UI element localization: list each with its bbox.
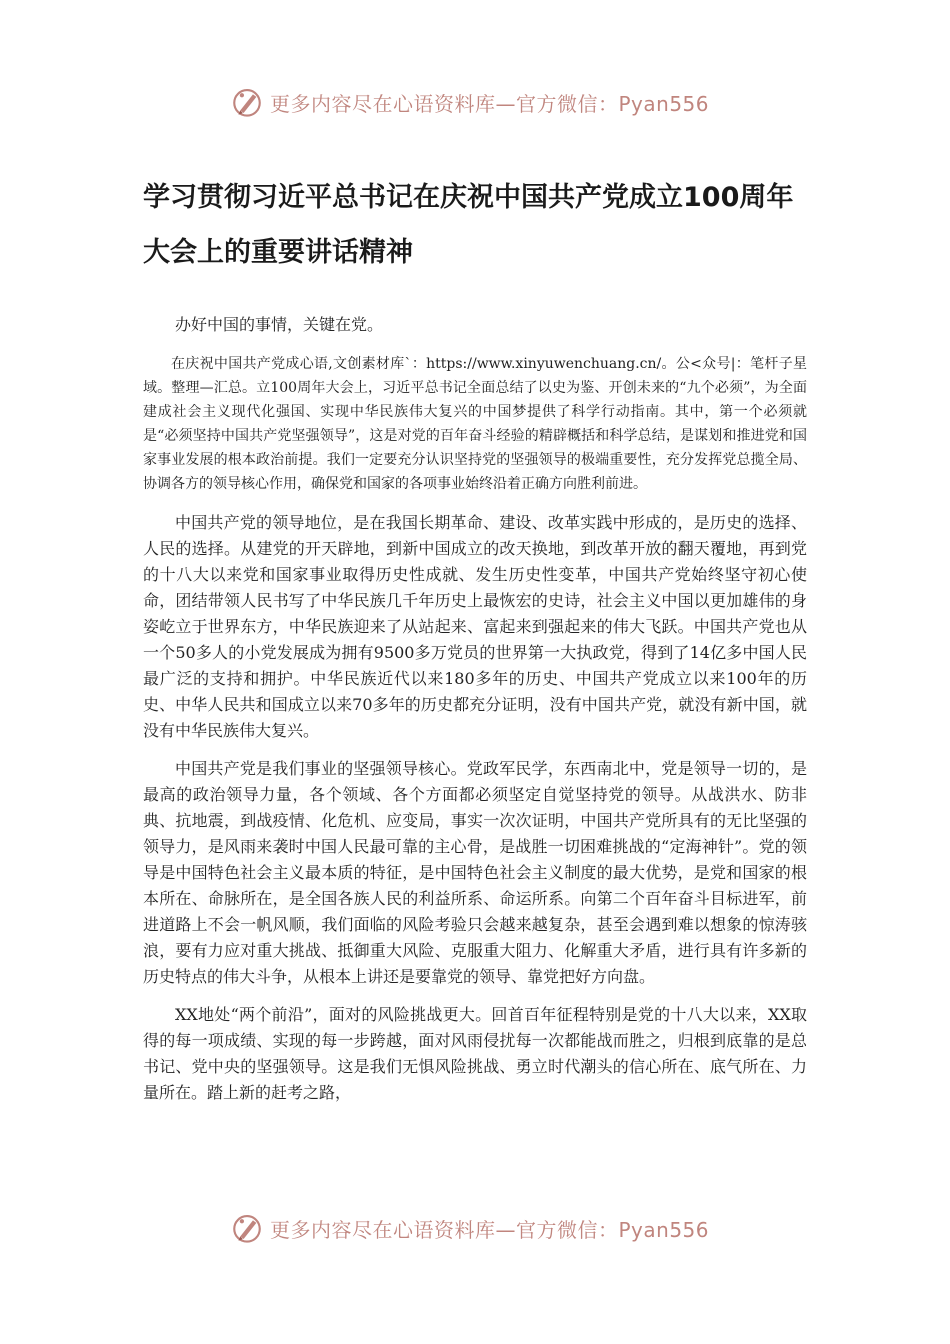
footer-banner: [230, 1208, 750, 1248]
paragraph-3: 中国共产党的领导地位，是在我国长期革命、建设、改革实践中形成的，是历史的选择、人民的选择。从建党的开天辟地，到新中国成立的改天换地，到改革开放的翻天覆地，再到党的十八大以来党和国家事业取得历史性成就、发生历史性变革，中国共产党始终坚守初心使命，团结带领人民书写了中华民族几千年历史上最恢宏的史诗，社会主义中国以更加雄伟的身姿屹立于世界东方，中华民族迎来了从站起来、富起来到强起来的伟大飞跃。中国共产党也从一个50多人的小党发展成为拥有9500多万党员的世界第一大执政党，得到了14亿多中国人民最广泛的支持和拥护。中华民族近代以来180多年的历史、中国共产党成立以来100年的历史、中华人民共和国成立以来70多年的历史都充分证明，没有中国共产党，就没有新中国，就没有中华民族伟大复兴。: [143, 513, 807, 740]
header-banner: [230, 82, 750, 122]
pen-logo-icon: [230, 1211, 264, 1245]
document-body: [143, 312, 807, 1118]
header-banner-text: 更多内容尽在心语资料库—官方微信：Pyan556: [270, 91, 710, 116]
paragraph-2: 在庆祝中国共产党成心语,文创素材库`：https://www.xinyuwenchuang.cn/。公<众号|：笔杆子星域。整理—汇总。立100周年大会上，习近平总书记全面总结了以史为鉴、开创未来的“九个必须”，为全面建成社会主义现代化强国、实现中华民族伟大复兴的中国梦提供了科学行动指南。其中，第一个必须就是“必须坚持中国共产党坚强领导”，这是对党的百年奋斗经验的精辟概括和科学总结，是谋划和推进党和国家事业发展的根本政治前提。我们一定要充分认识坚持党的坚强领导的极端重要性，充分发挥党总揽全局、协调各方的领导核心作用，确保党和国家的各项事业始终沿着正确方向胜利前进。: [143, 356, 807, 492]
document-title: 学习贯彻习近平总书记在庆祝中国共产党成立100周年大会上的重要讲话精神: [143, 182, 794, 268]
paragraph-5: XX地处“两个前沿”，面对的风险挑战更大。回首百年征程特别是党的十八大以来，XX取得的每一项成绩、实现的每一步跨越，面对风雨侵扰每一次都能战而胜之，归根到底靠的是总书记、党中央的坚强领导。这是我们无惧风险挑战、勇立时代潮头的信心所在、底气所在、力量所在。踏上新的赶考之路，: [143, 1005, 807, 1102]
paragraph-4: 中国共产党是我们事业的坚强领导核心。党政军民学，东西南北中，党是领导一切的，是最高的政治领导力量，各个领域、各个方面都必须坚定自觉坚持党的领导。从战洪水、防非典、抗地震，到战疫情、化危机、应变局，事实一次次证明，中国共产党所具有的无比坚强的领导力，是风雨来袭时中国人民最可靠的主心骨，是战胜一切困难挑战的“定海神针”。党的领导是中国特色社会主义最本质的特征，是中国特色社会主义制度的最大优势，是党和国家的根本所在、命脉所在，是全国各族人民的利益所系、命运所系。向第二个百年奋斗目标进军，前进道路上不会一帆风顺，我们面临的风险考验只会越来越复杂，甚至会遇到难以想象的惊涛骇浪，要有力应对重大挑战、抵御重大风险、克服重大阻力、化解重大矛盾，进行具有许多新的历史特点的伟大斗争，从根本上讲还是要靠党的领导、靠党把好方向盘。: [143, 759, 807, 986]
pen-logo-icon: [230, 85, 264, 119]
footer-banner-text: 更多内容尽在心语资料库—官方微信：Pyan556: [270, 1217, 710, 1242]
paragraph-1: 办好中国的事情，关键在党。: [175, 315, 384, 334]
